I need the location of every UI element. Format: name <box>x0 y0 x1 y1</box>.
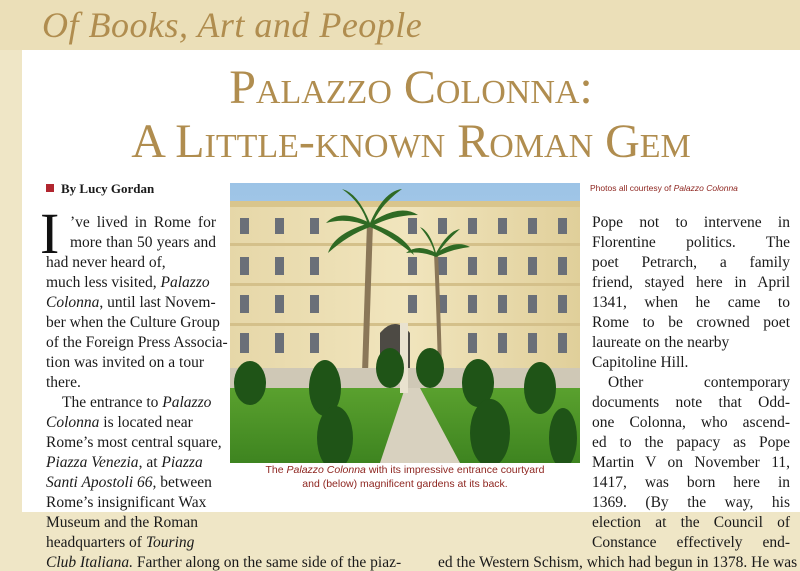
text-line: there. <box>46 374 81 391</box>
text-line: Club Italiana. Farther along on the same side of the piaz- <box>46 554 402 571</box>
text-line: Other contemporary <box>608 374 790 391</box>
text-line: documents note that Odd- <box>592 394 790 411</box>
author-name: By Lucy Gordan <box>61 181 155 196</box>
text-line: Colonna, until last Novem- <box>46 294 216 311</box>
text-line: much less visited, Palazzo <box>46 274 210 291</box>
text-line: one Colonna, who ascend- <box>592 414 790 431</box>
text-line: Florentine politics. The <box>592 234 790 251</box>
text-line: 1417, was born here in <box>592 474 790 491</box>
caption-line-2: and (below) magnificent gardens at its back. <box>302 478 508 490</box>
text-line: Rome to be crowned poet <box>592 314 790 331</box>
text-line: laureate on the nearby <box>592 334 730 351</box>
drop-cap: I <box>40 201 60 266</box>
text-line: 1341, when he came to <box>592 294 790 311</box>
text-line: Constance effectively end- <box>592 534 790 551</box>
text-line: Capitoline Hill. <box>592 354 689 371</box>
text-line: Santi Apostoli 66, between <box>46 474 212 491</box>
article-page <box>22 50 800 571</box>
text-line: had never heard of, <box>46 254 166 271</box>
text-line: ber when the Culture Group <box>46 314 220 331</box>
text-line: election at the Council of <box>592 514 790 531</box>
text-line: Rome’s most central square, <box>46 434 222 451</box>
text-line: Colonna is located near <box>46 414 193 431</box>
text-line: Pope not to intervene in <box>592 214 790 231</box>
headline-line-2: A Little-known Roman Gem <box>131 115 691 168</box>
photo-caption <box>230 463 580 491</box>
bullet-square-icon <box>46 184 54 192</box>
text-line: more than 50 years and <box>70 234 216 251</box>
byline <box>46 181 154 197</box>
text-line: friend, stayed here in April <box>592 274 790 291</box>
text-line: ’ve lived in Rome for <box>70 214 216 231</box>
text-line: Martin V on November 11, <box>592 454 790 471</box>
text-line: Piazza Venezia, at Piazza <box>46 454 203 471</box>
photo-credit: Photos all courtesy of Palazzo Colonna <box>590 183 738 193</box>
text-line: Museum and the Roman <box>46 514 198 531</box>
caption-line-1: The Palazzo Colonna with its impressive entrance courtyard <box>265 464 545 476</box>
text-line: 1369. (By the way, his <box>592 494 790 511</box>
text-line: tion was invited on a tour <box>46 354 204 371</box>
text-line: The entrance to Palazzo <box>62 394 212 411</box>
section-title: Of Books, Art and People <box>42 5 423 45</box>
text-line: poet Petrarch, a family <box>592 254 790 271</box>
text-line: of the Foreign Press Associa- <box>46 334 228 351</box>
text-line: headquarters of Touring <box>46 534 195 551</box>
text-line: ed to the papacy as Pope <box>592 434 790 451</box>
courtyard-photo <box>230 183 580 463</box>
text-line: Rome’s insignificant Wax <box>46 494 207 511</box>
headline-line-1: Palazzo Colonna: <box>229 61 593 114</box>
text-line: ed the Western Schism, which had begun in 1378. He was <box>438 554 798 571</box>
